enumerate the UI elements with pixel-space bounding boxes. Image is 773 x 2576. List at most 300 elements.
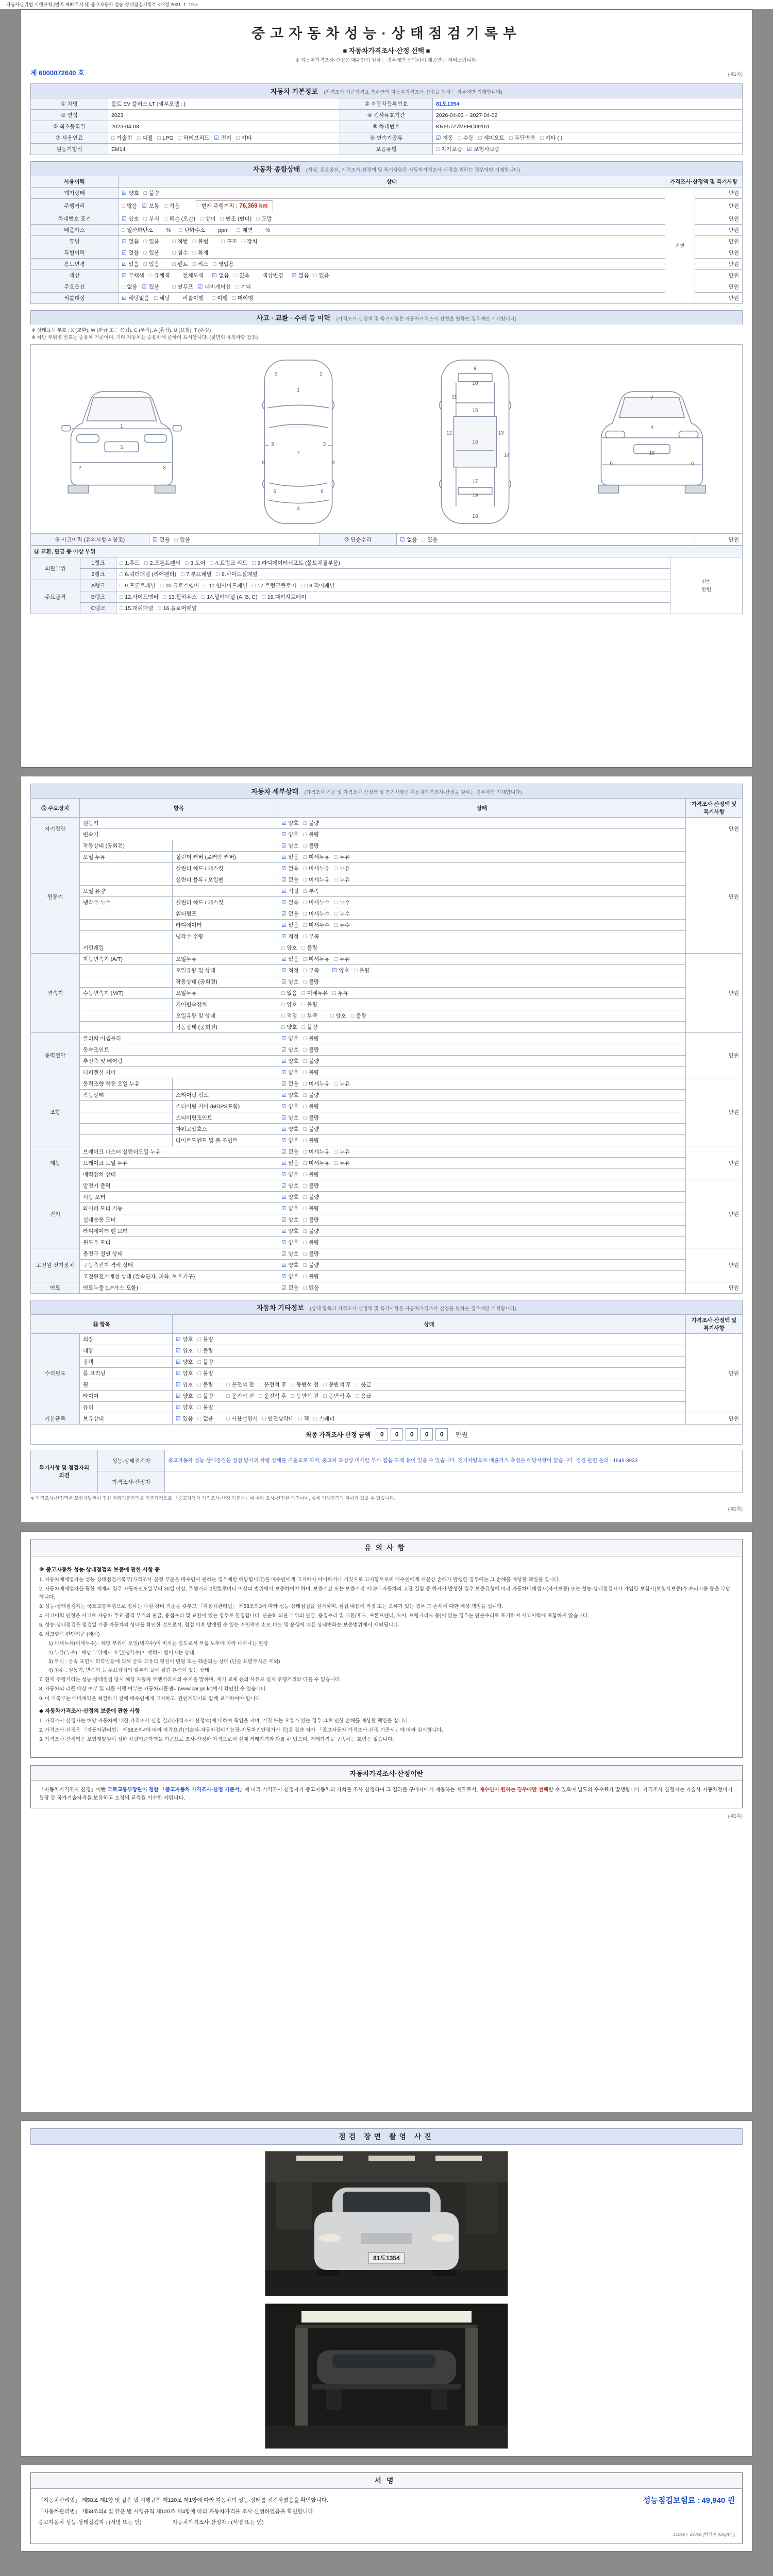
checkbox-icon: □ <box>164 203 167 209</box>
checkbox-option[interactable]: □ 4.트렁크 리드 <box>210 560 248 566</box>
checkbox-option[interactable]: □ 유채색 <box>148 273 170 279</box>
checkbox-option[interactable]: □ 5.라디에이터서포트 (볼트체결부품) <box>252 560 340 566</box>
checkbox-icon: ☑ <box>122 261 127 267</box>
checkbox-option[interactable]: □ 양호 <box>281 945 297 951</box>
checkbox-option[interactable]: □ 1.후드 <box>120 560 140 566</box>
checkbox-icon: ☑ <box>281 1126 287 1132</box>
table-row <box>31 580 743 591</box>
subitem-label <box>173 1078 278 1090</box>
checkbox-option[interactable]: ☑ 없음 <box>281 1160 299 1166</box>
checkbox-option[interactable]: ☑ 양호 <box>332 968 349 974</box>
price-cell: 만원 <box>686 1334 743 1413</box>
checkbox-option[interactable]: □ 있음 <box>233 273 250 279</box>
checkbox-option[interactable]: □ 양호 <box>281 1024 297 1030</box>
checkbox-option[interactable]: ☑ 양호 <box>281 1251 299 1257</box>
checkbox-option[interactable]: ☑ 양호 <box>176 1393 193 1399</box>
checkbox-option[interactable]: □ 누유 <box>334 866 350 872</box>
inspection-photo-front <box>265 2151 508 2296</box>
checkbox-option[interactable]: ☑ 양호 <box>281 843 299 849</box>
checkbox-option[interactable]: □ 있음 <box>143 239 160 245</box>
checkbox-option[interactable]: □ 불량 <box>303 1217 320 1223</box>
checkbox-option[interactable]: □ 미세누수 <box>303 900 330 906</box>
checkbox-option[interactable]: □ 불량 <box>303 1172 320 1178</box>
checkbox-option[interactable]: □ 가솔린 <box>111 135 132 141</box>
option-group <box>281 1193 324 1201</box>
checkbox-option[interactable]: □ 불량 <box>303 1104 320 1110</box>
checkbox-option[interactable]: □ 부식 <box>143 216 160 222</box>
checkbox-icon: ☑ <box>122 190 127 196</box>
checkbox-option[interactable]: □ 불량 <box>354 968 370 974</box>
subitem-label: 스티어링 펌프 <box>173 1090 278 1101</box>
checkbox-option[interactable]: □ 불량 <box>303 979 320 985</box>
checkbox-option[interactable]: □ 훼손 (오손) <box>164 216 195 222</box>
price-cell: 만원 <box>686 1146 743 1180</box>
checkbox-option[interactable]: □ 11.인사이드패널 <box>204 582 248 589</box>
table-row <box>31 840 743 852</box>
checkbox-icon: □ <box>185 560 189 566</box>
checkbox-option[interactable]: □ 미세누수 <box>303 911 330 917</box>
option-group <box>281 1137 324 1144</box>
checkbox-option[interactable]: □ 불량 <box>303 1274 320 1280</box>
row-state <box>278 852 686 863</box>
item-label: 타이어 <box>80 1391 173 1402</box>
checkbox-option[interactable]: □ 리스 <box>192 261 209 267</box>
checkbox-option[interactable]: □ 14.필러패널 (A, B, C) <box>201 594 258 600</box>
checkbox-option[interactable]: □ 불량 <box>303 1183 320 1189</box>
checkbox-option[interactable]: ☑ 없음 <box>281 866 299 872</box>
checkbox-option[interactable]: □ 누유 <box>334 1160 350 1166</box>
checkbox-option[interactable]: □ 불량 <box>303 1126 320 1132</box>
checkbox-option[interactable]: ☑ 있음 <box>176 1416 193 1422</box>
checkbox-option[interactable]: ☑ 양호 <box>281 1092 299 1098</box>
checkbox-option[interactable]: □ 누유 <box>332 990 348 996</box>
inspector-label: 중고자동차 성능·상태점검자 : <box>38 2519 107 2526</box>
checkbox-icon: ☑ <box>281 1172 287 1178</box>
checkbox-option[interactable]: ☑ 양호 <box>281 1228 299 1234</box>
checkbox-option[interactable]: □ 수동 <box>458 135 474 141</box>
checkbox-option[interactable]: □ 9.프론트패널 <box>120 582 156 589</box>
subitem-label: 작동상태 (공회전) <box>173 976 278 988</box>
checkbox-option[interactable]: □ 안전삼각대 <box>262 1416 294 1422</box>
checkbox-icon: □ <box>291 1382 295 1388</box>
section-overall-header <box>30 161 743 176</box>
checkbox-option[interactable]: □ 없음 <box>122 284 138 290</box>
checkbox-option[interactable]: □ 렌트 <box>172 261 188 267</box>
checkbox-option[interactable]: ☑ 없음 <box>122 261 139 267</box>
car-name-label: ① 차명 <box>31 98 108 110</box>
checkbox-icon: □ <box>192 239 196 245</box>
checkbox-option[interactable]: □ 불량 <box>303 1194 320 1200</box>
checkbox-option[interactable]: □ 18.리어패널 <box>300 582 335 589</box>
checkbox-option[interactable]: □ 부족 <box>303 968 320 974</box>
table-row <box>31 1368 743 1379</box>
checkbox-option[interactable]: ☑ 없음 <box>281 877 299 883</box>
checkbox-option[interactable]: ☑ 양호 <box>281 1274 299 1280</box>
checkbox-option[interactable]: □ 운전석 후 <box>258 1393 287 1399</box>
checkbox-option[interactable]: □ 불량 <box>301 1024 318 1030</box>
checkbox-option[interactable]: □ 동반석 전 <box>291 1393 319 1399</box>
checkbox-icon: □ <box>301 1013 305 1019</box>
checkbox-option[interactable]: □ 8.사이드실패널 <box>216 571 258 578</box>
checkbox-option[interactable]: □ 자가보증 <box>436 146 462 152</box>
checkbox-option[interactable]: □ 불량 <box>303 1070 320 1076</box>
checkbox-option[interactable]: □ 없음 <box>281 990 297 996</box>
checkbox-option[interactable]: □ 누유 <box>334 956 350 962</box>
page-marker: (제3쪽) <box>728 1814 743 1819</box>
table-row <box>31 1135 743 1146</box>
checkbox-option[interactable]: □ 3.도어 <box>185 560 206 566</box>
checkbox-option[interactable]: ☑ 있음 <box>142 284 160 290</box>
checkbox-option[interactable]: ☑ 없음 <box>281 956 299 962</box>
license-plate-text: 81도1354 <box>373 2255 400 2262</box>
checkbox-option[interactable]: ☑ 양호 <box>281 1240 299 1246</box>
checkbox-option[interactable]: □ 없음 <box>197 1416 214 1422</box>
checkbox-option[interactable]: ☑ 양호 <box>122 216 139 222</box>
checkbox-option[interactable]: □ 있음 <box>143 261 160 267</box>
checkbox-option[interactable]: □ 6.쿼터패널 (리어펜더) <box>120 571 177 578</box>
checkbox-option[interactable]: □ 해당 <box>154 295 170 301</box>
checkbox-option[interactable]: □ 미세누유 <box>303 1149 330 1155</box>
checkbox-icon: □ <box>172 239 176 245</box>
checkbox-option[interactable]: □ 불량 <box>350 1013 367 1019</box>
checkbox-option[interactable]: □ 불량 <box>197 1336 214 1343</box>
checkbox-option[interactable]: ☑ 양호 <box>281 820 299 826</box>
checkbox-option[interactable]: □ 불량 <box>303 1262 320 1268</box>
option-group <box>281 1091 324 1099</box>
checkbox-option[interactable]: □ 미세누유 <box>303 854 330 860</box>
checkbox-option[interactable]: □ 스패너 <box>313 1416 335 1422</box>
checkbox-option[interactable]: □ 불량 <box>303 1240 320 1246</box>
checkbox-option[interactable]: ☑ 양호 <box>176 1370 193 1377</box>
checkbox-option[interactable]: ☑ 양호 <box>281 1172 299 1178</box>
checkbox-icon: □ <box>212 295 215 301</box>
remarks-text: 중고자동차 성능·상태점검은 점검 당시의 차량 상태를 기준으로 하며, 중고차 특성상 미세한 부식·잡음·도색 등이 있을 수 있습니다. 전기차량으로 배출가스 측정은 해당사항이 없습니다. 점검 관련 문의 : 1646-3933 <box>165 1450 743 1471</box>
checkbox-icon: □ <box>303 843 307 849</box>
checkbox-option[interactable]: □ 동반석 후 <box>323 1382 351 1388</box>
checkbox-option[interactable]: □ 12.사이드멤버 <box>120 594 159 600</box>
checkbox-option[interactable]: □ 적법 <box>172 239 188 245</box>
price-definition-segment: 국토교통부장관이 정한 「중고자동차 가격조사·산정 기준서」 <box>107 1787 245 1793</box>
diagram-part-number: 16 <box>472 439 478 445</box>
checkbox-option[interactable]: ☑ 없음 <box>212 273 229 279</box>
checkbox-option[interactable]: □ 있음 <box>143 250 160 256</box>
checkbox-option[interactable]: □ 양호 <box>281 1002 297 1008</box>
checkbox-icon: □ <box>303 1228 307 1234</box>
checkbox-option[interactable]: □ 미세누유 <box>303 1081 330 1087</box>
checkbox-option[interactable]: ☑ 없음 <box>281 1149 299 1155</box>
checkbox-option[interactable]: □ 누유 <box>334 854 350 860</box>
item-label: 내장 <box>80 1345 173 1357</box>
checkbox-option[interactable]: ☑ 양호 <box>281 1104 299 1110</box>
checkbox-option[interactable]: ☑ 자동 <box>436 135 453 141</box>
row-state <box>278 1158 686 1169</box>
option-group <box>221 238 262 245</box>
option-group <box>122 249 164 257</box>
checkbox-option[interactable]: □ 장치 <box>241 239 258 245</box>
checkbox-option[interactable]: ☑ 없음 <box>122 239 139 245</box>
notice-heading: ◆ 자동차가격조사·산정의 보증에 관한 사항 <box>39 1707 140 1714</box>
checkbox-option[interactable]: □ 미세누유 <box>303 866 330 872</box>
checkbox-option[interactable]: □ 16.플로어패널 <box>158 605 197 612</box>
checkbox-option[interactable]: □ 불량 <box>197 1348 214 1354</box>
section-etc-note: (상태 항목과 가격조사·산정액 및 특기사항은 자동차가격조사·산정을 원하는 경우에만 기재합니다) <box>310 1306 516 1312</box>
notice-item: 6. 체크항목 판단기준 (예시) <box>39 1632 100 1638</box>
item-label: 발전기 출력 <box>80 1180 278 1192</box>
checkbox-option[interactable]: ☑ 없음 <box>281 922 299 928</box>
checkbox-option[interactable]: □ 부족 <box>301 1013 318 1019</box>
diagram-part-number: 1 <box>120 423 123 429</box>
diagram-part-number: 2 <box>319 371 322 377</box>
checkbox-option[interactable]: □ 기타 ( ) <box>540 135 563 141</box>
checkbox-option[interactable]: □ 누유 <box>334 1081 350 1087</box>
final-price-digits <box>376 1428 450 1440</box>
checkbox-option[interactable]: □ 7.루프패널 <box>181 571 212 578</box>
checkbox-icon: □ <box>303 1070 307 1076</box>
checkbox-option[interactable]: □ 화재 <box>192 250 209 256</box>
checkbox-option[interactable]: ☑ 보통 <box>142 203 160 209</box>
checkbox-icon: ☑ <box>281 1217 287 1223</box>
checkbox-option[interactable]: □ 적음 <box>164 203 180 209</box>
checkbox-option[interactable]: □ 영업용 <box>213 261 234 267</box>
checkbox-option[interactable]: □ 불량 <box>303 1206 320 1212</box>
checkbox-icon: □ <box>143 250 147 256</box>
checkbox-option[interactable]: □ 불량 <box>303 1092 320 1098</box>
subitem-label: 오일유량 및 상태 <box>173 965 278 976</box>
checkbox-option[interactable]: □ 운전석 전 <box>226 1393 254 1399</box>
checkbox-option[interactable]: □ 불량 <box>197 1359 214 1365</box>
option-group <box>281 1250 324 1258</box>
checkbox-option[interactable]: □ 침수 <box>172 250 188 256</box>
checkbox-option[interactable]: □ 불량 <box>197 1382 214 1388</box>
checkbox-option[interactable]: ☑ 양호 <box>176 1348 193 1354</box>
checkbox-option[interactable]: ☑ 양호 <box>176 1404 193 1411</box>
checkbox-option[interactable]: □ 운전석 후 <box>258 1382 287 1388</box>
checkbox-option[interactable]: ☑ 네비게이션 <box>197 284 231 290</box>
checkbox-option[interactable]: ☑ 양호 <box>281 1194 299 1200</box>
checkbox-icon: □ <box>226 1393 230 1399</box>
checkbox-option[interactable]: □ 불법 <box>192 239 209 245</box>
checkbox-icon: ☑ <box>197 284 203 290</box>
checkbox-option[interactable]: □ LPG <box>157 135 174 141</box>
checkbox-option[interactable]: ☑ 양호 <box>122 190 139 196</box>
checkbox-option[interactable]: □ 부족 <box>303 888 320 894</box>
checkbox-option[interactable]: □ 미세누수 <box>303 922 330 928</box>
checkbox-option[interactable]: □ 19.패키지트레이 <box>262 594 307 600</box>
row-state <box>278 886 686 897</box>
checkbox-option[interactable]: □ 15.대쉬패널 <box>120 605 154 612</box>
checkbox-option[interactable]: ☑ 보험사보증 <box>466 146 500 152</box>
damage-code-legend <box>31 327 742 342</box>
checkbox-option[interactable]: □ 불량 <box>303 820 320 826</box>
checkbox-option[interactable]: ☑ 양호 <box>281 1206 299 1212</box>
checkbox-option[interactable]: □ 불량 <box>303 1115 320 1121</box>
checkbox-option[interactable]: ☑ 양호 <box>281 1058 299 1064</box>
checkbox-option[interactable]: □ 많음 <box>122 203 138 209</box>
checkbox-option[interactable]: □ 탄화수소 <box>179 227 206 233</box>
item-label: 등속조인트 <box>80 1044 278 1056</box>
checkbox-option[interactable]: □ 불량 <box>143 190 160 196</box>
checkbox-option[interactable]: □ 미세누유 <box>301 990 328 996</box>
checkbox-option[interactable]: ☑ 양호 <box>176 1359 193 1365</box>
checkbox-option[interactable]: ☑ 적정 <box>281 934 299 940</box>
checkbox-option[interactable]: □ 변조 (변타) <box>220 216 252 222</box>
checkbox-option[interactable]: □ 17.트렁크플로어 <box>252 582 296 589</box>
checkbox-option[interactable]: □ 디젤 <box>137 135 153 141</box>
checkbox-option[interactable]: □ 13.휠하우스 <box>163 594 197 600</box>
checkbox-option[interactable]: □ 불량 <box>303 1138 320 1144</box>
checkbox-option[interactable]: □ 사용설명서 <box>226 1416 258 1422</box>
final-price-row <box>30 1425 743 1445</box>
checkbox-option[interactable]: □ 미세누유 <box>303 877 330 883</box>
checkbox-option[interactable]: □ 불량 <box>301 945 318 951</box>
checkbox-option[interactable]: ☑ 전기 <box>214 135 232 141</box>
checkbox-option[interactable]: ☑ 양호 <box>281 979 299 985</box>
table-row <box>31 1192 743 1203</box>
signature-statement-2: 「자동차관리법」 제58조의4 및 같은 법 시행규칙 제120조 제4항에 따라 자동차가격을 조사·산정하였음을 확인합니다. <box>38 2508 315 2515</box>
rank-options <box>116 557 670 568</box>
checkbox-option[interactable]: ☑ 없음 <box>281 1285 299 1291</box>
notice-heading: ※ 중고자동차 성능·상태점검의 보증에 관한 사항 등 <box>39 1567 160 1573</box>
row-state <box>119 270 665 281</box>
checkbox-option[interactable]: □ 미세누유 <box>303 1160 330 1166</box>
checkbox-option[interactable]: ☑ 양호 <box>281 1262 299 1268</box>
checkbox-option[interactable]: □ 누유 <box>334 1149 350 1155</box>
option-group <box>281 1159 355 1167</box>
checkbox-option[interactable]: □ 있음 <box>174 536 191 543</box>
form-reference-text: 자동차관리법 시행규칙 [별지 제82호서식] 중고자동차 성능·상태점검기록부 <개정 2021. 1. 19.> <box>6 2 198 7</box>
checkbox-option[interactable]: □ 응급 <box>356 1382 372 1388</box>
checkbox-option[interactable]: □ 불량 <box>303 1251 320 1257</box>
notice-item: 4) 침수 : 원동기, 변속기 등 주요장치의 일부가 물에 잠긴 흔적이 있는 상태 <box>48 1667 209 1673</box>
item-label <box>80 965 173 976</box>
checkbox-option[interactable]: ☑ 양호 <box>281 1217 299 1223</box>
price-scope: 전반 <box>701 580 712 585</box>
checkbox-option[interactable]: □ 이행 <box>212 295 228 301</box>
checkbox-icon: □ <box>281 1002 285 1008</box>
checkbox-option[interactable]: □ 매연 <box>237 227 253 233</box>
checkbox-option[interactable]: ☑ 양호 <box>281 1126 299 1132</box>
checkbox-option[interactable]: □ 2.프론트펜더 <box>144 560 181 566</box>
checkbox-option[interactable]: ☑ 무채색 <box>122 273 144 279</box>
checkbox-option[interactable]: □ 불량 <box>303 843 320 849</box>
checkbox-option[interactable]: ☑ 양호 <box>281 1183 299 1189</box>
checkbox-option[interactable]: ☑ 없음 <box>153 536 170 543</box>
rank-section-label: ⑪ 교환, 판금 등 이상 부위 <box>31 546 743 557</box>
checkbox-option[interactable]: □ 불량 <box>303 1047 320 1053</box>
checkbox-option[interactable]: □ 하이브리드 <box>178 135 210 141</box>
option-group <box>281 1035 324 1042</box>
checkbox-option[interactable]: □ 세미오토 <box>478 135 505 141</box>
checkbox-option[interactable]: □ 도말 <box>256 216 272 222</box>
item-label: 오일 누유 <box>80 852 173 863</box>
checkbox-option[interactable]: □ 부족 <box>303 934 320 940</box>
option-group <box>281 1216 324 1224</box>
checkbox-option[interactable]: □ 동반석 후 <box>323 1393 351 1399</box>
checkbox-option[interactable]: □ 적정 <box>281 1013 297 1019</box>
checkbox-icon: ☑ <box>153 536 158 543</box>
checkbox-option[interactable]: ☑ 양호 <box>281 1047 299 1053</box>
checkbox-option[interactable]: ☑ 적정 <box>281 968 299 974</box>
checkbox-option[interactable]: □ 기타 <box>235 284 251 290</box>
table-row <box>31 1067 743 1078</box>
checkbox-option[interactable]: □ 응급 <box>356 1393 372 1399</box>
checkbox-option[interactable]: ☑ 적정 <box>281 888 299 894</box>
checkbox-option[interactable]: □ 일산화탄소 <box>122 227 153 233</box>
checkbox-option[interactable]: ☑ 해당없음 <box>122 295 149 301</box>
rank-options <box>116 602 670 614</box>
checkbox-icon: □ <box>458 135 461 141</box>
checkbox-option[interactable]: ☑ 없음 <box>122 250 139 256</box>
checkbox-option[interactable]: □ 누수 <box>334 900 350 906</box>
checkbox-option[interactable]: □ 구조 <box>221 239 237 245</box>
checkbox-option[interactable]: ☑ 양호 <box>281 1036 299 1042</box>
checkbox-option[interactable]: ☑ 양호 <box>176 1336 193 1343</box>
checkbox-option[interactable]: □ 불량 <box>197 1404 214 1411</box>
section-detail-title: 자동차 세부상태 <box>251 788 299 795</box>
checkbox-option[interactable]: ☑ 없음 <box>281 854 299 860</box>
checkbox-option[interactable]: □ 동반석 전 <box>291 1382 319 1388</box>
item-label: 라디에이터 팬 모터 <box>80 1226 278 1237</box>
checkbox-option[interactable]: ☑ 없음 <box>400 536 417 543</box>
device-label: 전기 <box>31 1180 80 1248</box>
checkbox-option[interactable]: □ 썬루프 <box>172 284 193 290</box>
table-row <box>31 954 743 965</box>
checkbox-icon: □ <box>157 135 161 141</box>
checkbox-option[interactable]: □ 있음 <box>303 1285 320 1291</box>
checkbox-option[interactable]: □ 잭 <box>298 1416 309 1422</box>
checkbox-option[interactable]: □ 누수 <box>334 922 350 928</box>
checkbox-option[interactable]: □ 불량 <box>197 1393 214 1399</box>
checkbox-option[interactable]: □ 불량 <box>303 1228 320 1234</box>
checkbox-option[interactable]: ☑ 없음 <box>291 273 309 279</box>
checkbox-icon: □ <box>164 216 167 222</box>
checkbox-option[interactable]: □ 누수 <box>334 911 350 917</box>
item-label <box>80 863 173 874</box>
checkbox-option[interactable]: ☑ 양호 <box>281 1070 299 1076</box>
subitem-label: 실린더 커버 (로커암 커버) <box>173 852 278 863</box>
checkbox-option[interactable]: ☑ 없음 <box>281 1081 299 1087</box>
checkbox-option[interactable]: □ 있음 <box>422 536 438 543</box>
checkbox-option[interactable]: □ 불량 <box>301 1002 318 1008</box>
checkbox-option[interactable]: □ 미세누유 <box>303 956 330 962</box>
car-diagram-top <box>213 349 383 529</box>
option-group <box>281 865 355 872</box>
page-4 <box>21 2121 752 2456</box>
checkbox-option[interactable]: □ 있음 <box>313 273 330 279</box>
checkbox-option[interactable]: □ 불량 <box>303 1058 320 1064</box>
checkbox-option[interactable]: □ 불량 <box>303 832 320 838</box>
checkbox-option[interactable]: ☑ 없음 <box>281 900 299 906</box>
checkbox-option[interactable]: □ 불량 <box>303 1036 320 1042</box>
checkbox-option[interactable]: □ 미이행 <box>232 295 254 301</box>
checkbox-option[interactable]: □ 운전석 전 <box>226 1382 254 1388</box>
checkbox-option[interactable]: □ 기타 <box>236 135 252 141</box>
checkbox-option[interactable]: ☑ 양호 <box>281 832 299 838</box>
checkbox-option[interactable]: □ 누유 <box>334 877 350 883</box>
checkbox-option[interactable]: □ 10.크로스멤버 <box>160 582 199 589</box>
checkbox-option[interactable]: ☑ 없음 <box>281 911 299 917</box>
checkbox-option[interactable]: □ 양호 <box>330 1013 346 1019</box>
checkbox-option[interactable]: ☑ 양호 <box>281 1115 299 1121</box>
checkbox-option[interactable]: □ 무단변속 <box>509 135 535 141</box>
checkbox-option[interactable]: □ 상이 <box>199 216 216 222</box>
item-label <box>80 1124 173 1135</box>
checkbox-option[interactable]: ☑ 양호 <box>176 1382 193 1388</box>
checkbox-option[interactable]: ☑ 양호 <box>281 1138 299 1144</box>
table-row <box>31 281 743 293</box>
checkbox-option[interactable]: □ 불량 <box>197 1370 214 1377</box>
checkbox-icon: □ <box>303 1274 307 1280</box>
